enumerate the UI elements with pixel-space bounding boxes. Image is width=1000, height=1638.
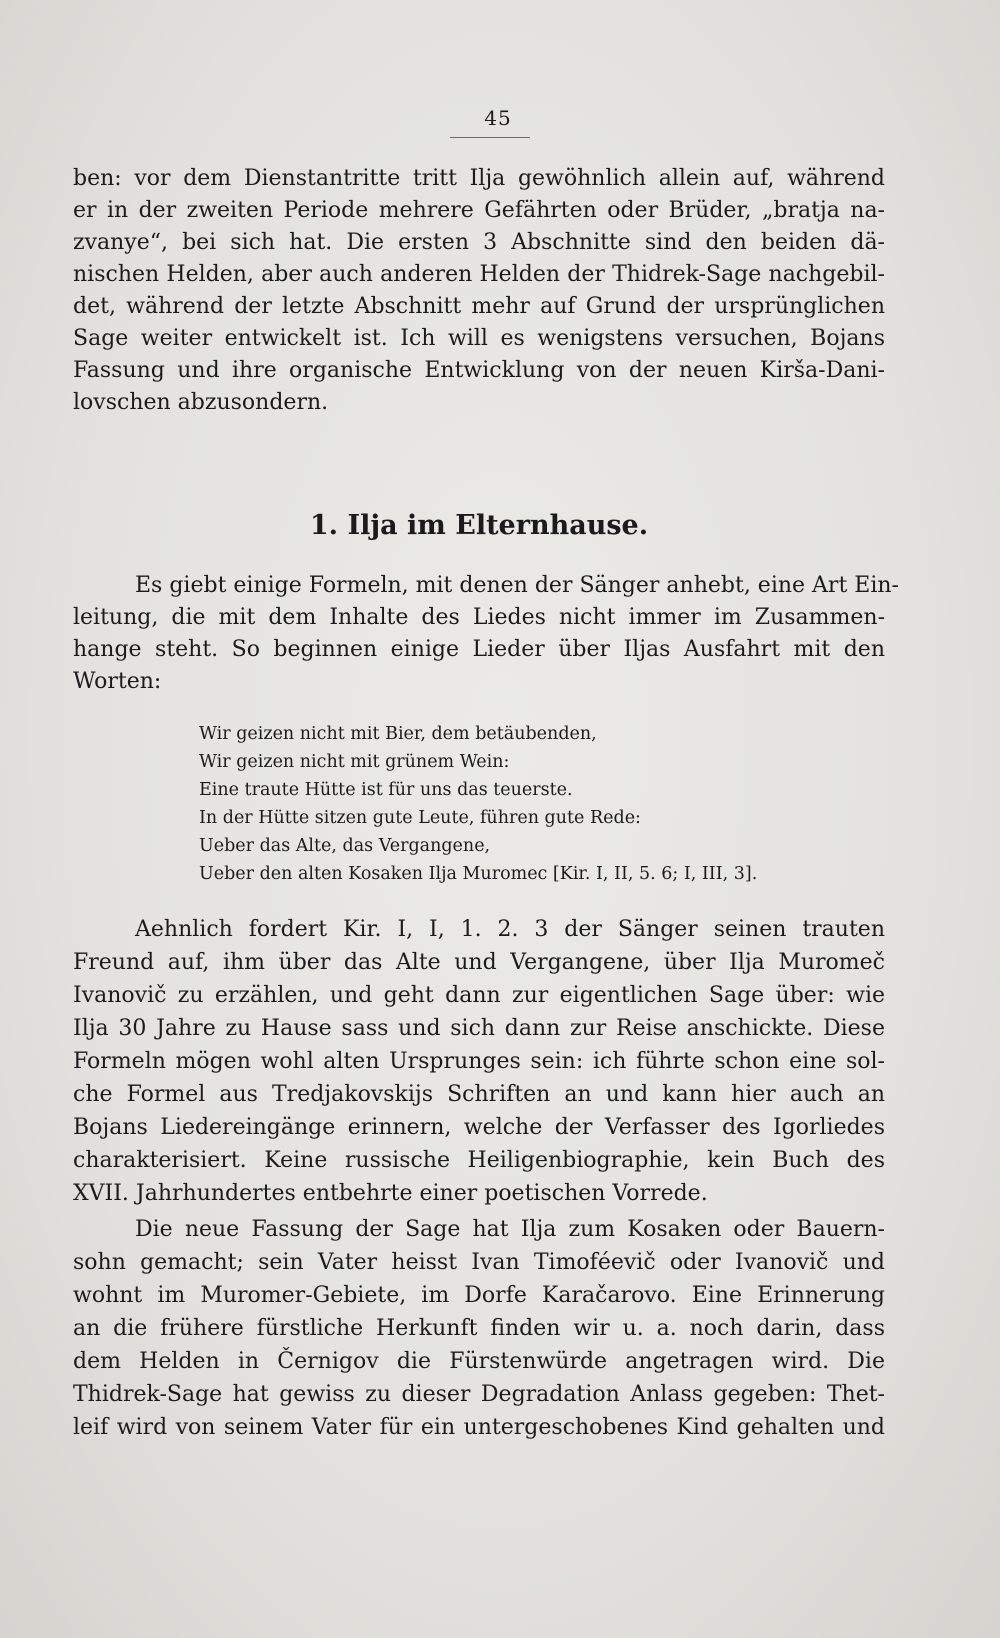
page-number-rule xyxy=(450,137,530,138)
text-line: lovschen abzusondern. xyxy=(73,390,329,415)
text-line: Aehnlich fordert Kir. I, I, 1. 2. 3 der Sänger seinen trauten xyxy=(135,917,885,942)
page-number: 45 xyxy=(484,106,512,130)
text-line: ben: vor dem Dienstantritte tritt Ilja gewöhnlich allein auf, während xyxy=(73,166,885,191)
verse-line: Wir geizen nicht mit Bier, dem betäubenden, xyxy=(199,724,597,744)
verse-line: Ueber den alten Kosaken Ilja Muromec [Kir. I, II, 5. 6; I, III, 3]. xyxy=(199,864,758,884)
text-line: XVII. Jahrhundertes entbehrte einer poetischen Vorrede. xyxy=(73,1181,708,1206)
text-line: det, während der letzte Abschnitt mehr auf Grund der ursprünglichen xyxy=(73,294,885,319)
text-line: zvanye“, bei sich hat. Die ersten 3 Abschnitte sind den beiden dä- xyxy=(73,230,885,255)
text-line: leif wird von seinem Vater für ein untergeschobenes Kind gehalten und xyxy=(73,1415,885,1440)
verse-line: Eine traute Hütte ist für uns das teuerste. xyxy=(199,780,573,800)
verse-line: Wir geizen nicht mit grünem Wein: xyxy=(199,752,510,772)
text-line: an die frühere fürstliche Herkunft finden wir u. a. noch darin, dass xyxy=(73,1316,885,1341)
text-line: Worten: xyxy=(73,669,162,694)
text-line: hange steht. So beginnen einige Lieder über Iljas Ausfahrt mit den xyxy=(73,637,885,662)
text-line: Ivanovič zu erzählen, und geht dann zur eigentlichen Sage über: wie xyxy=(73,983,885,1008)
text-line: Freund auf, ihm über das Alte und Vergangene, über Ilja Muromeč xyxy=(73,950,885,975)
text-line: nischen Helden, aber auch anderen Helden der Thidrek-Sage nachgebil- xyxy=(73,262,885,287)
text-line: dem Helden in Černigov die Fürstenwürde angetragen wird. Die xyxy=(73,1349,885,1374)
text-line: Bojans Liedereingänge erinnern, welche der Verfasser des Igorliedes xyxy=(73,1115,885,1140)
verse-line: Ueber das Alte, das Vergangene, xyxy=(199,836,491,856)
text-line: Formeln mögen wohl alten Ursprunges sein: ich führte schon eine sol- xyxy=(73,1049,885,1074)
text-line: Sage weiter entwickelt ist. Ich will es wenigstens versuchen, Bojans xyxy=(73,326,885,351)
text-line: che Formel aus Tredjakovskijs Schriften an und kann hier auch an xyxy=(73,1082,885,1107)
text-line: Fassung und ihre organische Entwicklung von der neuen Kirša-Dani- xyxy=(73,358,885,383)
text-line: er in der zweiten Periode mehrere Gefährten oder Brüder, „bratja na- xyxy=(73,198,885,223)
verse-line: In der Hütte sitzen gute Leute, führen gute Rede: xyxy=(199,808,641,828)
text-line: leitung, die mit dem Inhalte des Liedes nicht immer im Zusammen- xyxy=(73,605,885,630)
text-line: Thidrek-Sage hat gewiss zu dieser Degradation Anlass gegeben: Thet- xyxy=(73,1382,885,1407)
text-line: wohnt im Muromer-Gebiete, im Dorfe Karačarovo. Eine Erinnerung xyxy=(73,1283,885,1308)
text-line: Die neue Fassung der Sage hat Ilja zum Kosaken oder Bauern- xyxy=(135,1217,885,1242)
text-line: charakterisiert. Keine russische Heiligenbiographie, kein Buch des xyxy=(73,1148,885,1173)
section-heading: 1. Ilja im Elternhause. xyxy=(309,510,649,541)
text-line: sohn gemacht; sein Vater heisst Ivan Timoféevič oder Ivanovič und xyxy=(73,1250,885,1275)
text-line: Es giebt einige Formeln, mit denen der Sänger anhebt, eine Art Ein- xyxy=(135,573,899,598)
text-line: Ilja 30 Jahre zu Hause sass und sich dann zur Reise anschickte. Diese xyxy=(73,1016,885,1041)
